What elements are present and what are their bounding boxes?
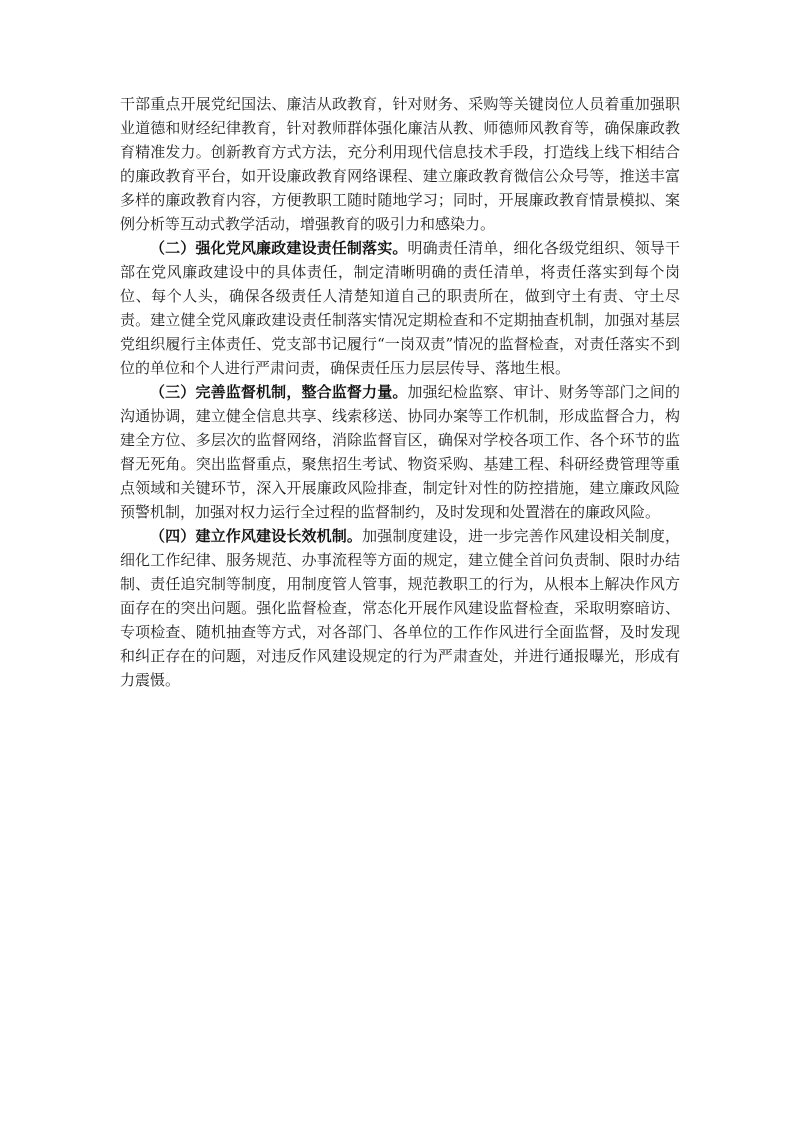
paragraph-education-continued bbox=[120, 92, 680, 236]
section-heading-2: （二）强化党风廉政建设责任制落实。 bbox=[150, 239, 408, 257]
section-heading-4: （四）建立作风建设长效机制。 bbox=[150, 527, 363, 545]
document-body bbox=[120, 92, 680, 692]
paragraph-text: 加强纪检监察、审计、财务等部门之间的沟通协调，建立健全信息共享、线索移送、协同办案等工作机制，形成监督合力，构建全方位、多层次的监督网络，消除监督盲区，确保对学校各项工作、各个环节的监督无死角。突出监督重点，聚焦招生考试、物资采购、基建工程、科研经费管理等重点领域和关键环节，深入开展廉政风险排查，制定针对性的防控措施，建立廉政风险预警机制，加强对权力运行全过程的监督制约，及时发现和处置潜在的廉政风险。 bbox=[120, 383, 680, 521]
section-heading-3: （三）完善监督机制，整合监督力量。 bbox=[150, 383, 408, 401]
paragraph-text: 加强制度建设，进一步完善作风建设相关制度，细化工作纪律、服务规范、办事流程等方面的规定，建立健全首问负责制、限时办结制、责任追究制等制度，用制度管人管事，规范教职工的行为，从根本上解决作风方面存在的突出问题。强化监督检查，常态化开展作风建设监督检查，采取明察暗访、专项检查、随机抽查等方式，对各部门、各单位的工作作风进行全面监督，及时发现和纠正存在的问题，对违反作风建设规定的行为严肃查处，并进行通报曝光，形成有力震慑。 bbox=[120, 527, 680, 689]
paragraph-supervision bbox=[120, 380, 680, 524]
paragraph-text: 干部重点开展党纪国法、廉洁从政教育，针对财务、采购等关键岗位人员着重加强职业道德和财经纪律教育，针对教师群体强化廉洁从教、师德师风教育等，确保廉政教育精准发力。创新教育方式方法，充分利用现代信息技术手段，打造线上线下相结合的廉政教育平台，如开设廉政教育网络课程、建立廉政教育微信公众号等，推送丰富多样的廉政教育内容，方便教职工随时随地学习；同时，开展廉政教育情景模拟、案例分析等互动式教学活动，增强教育的吸引力和感染力。 bbox=[120, 95, 680, 233]
paragraph-text: 明确责任清单，细化各级党组织、领导干部在党风廉政建设中的具体责任，制定清晰明确的责任清单，将责任落实到每个岗位、每个人头，确保各级责任人清楚知道自己的职责所在，做到守土有责、守土尽责。建立健全党风廉政建设责任制落实情况定期检查和不定期抽查机制，加强对基层党组织履行主体责任、党支部书记履行“一岗双责”情况的监督检查，对责任落实不到位的单位和个人进行严肃问责，确保责任压力层层传导、落地生根。 bbox=[120, 239, 680, 377]
paragraph-responsibility bbox=[120, 236, 680, 380]
paragraph-work-style bbox=[120, 524, 680, 692]
